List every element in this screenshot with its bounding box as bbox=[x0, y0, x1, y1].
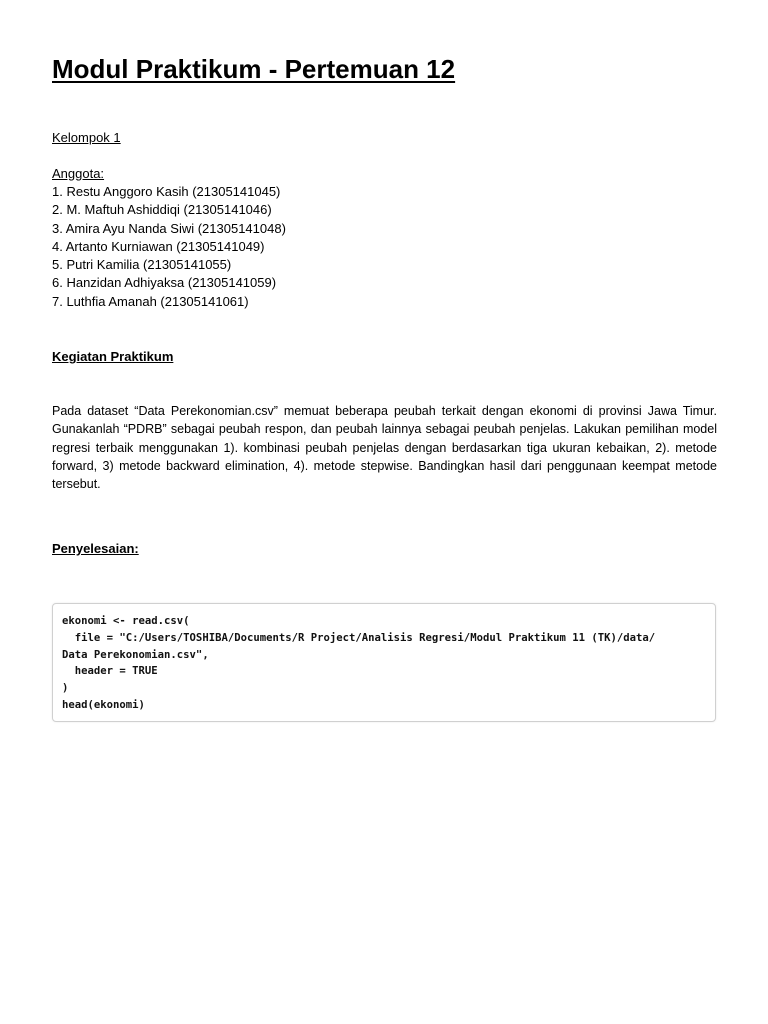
list-item: 5. Putri Kamilia (21305141055) bbox=[52, 257, 232, 273]
group-label: Kelompok 1 bbox=[52, 130, 121, 145]
list-item: 6. Hanzidan Adhiyaksa (21305141059) bbox=[52, 275, 277, 291]
member-list bbox=[52, 183, 286, 311]
code-block bbox=[52, 603, 716, 722]
list-item: 4. Artanto Kurniawan (21305141049) bbox=[52, 238, 265, 254]
code-text[interactable]: ekonomi <- read.csv( file = "C:/Users/TOSHIBA/Documents/R Project/Analisis Regresi/Modul Praktikum 11 (TK)/data/ Data Perekonomian.csv", header = TRUE ) head(ekonomi) bbox=[62, 615, 656, 711]
page-title: Modul Praktikum - Pertemuan 12 bbox=[52, 54, 456, 84]
activity-heading: Kegiatan Praktikum bbox=[52, 349, 174, 364]
list-item: 7. Luthfia Amanah (21305141061) bbox=[52, 293, 249, 309]
list-item: 1. Restu Anggoro Kasih (21305141045) bbox=[52, 184, 281, 199]
solution-heading: Penyelesaian: bbox=[52, 541, 139, 556]
list-item: 3. Amira Ayu Nanda Siwi (21305141048) bbox=[52, 220, 286, 236]
activity-paragraph: Pada dataset “Data Perekonomian.csv” memuat beberapa peubah terkait dengan ekonomi di provinsi Jawa Timur. Gunakanlah “PDRB” sebagai peubah respon, dan peubah lainnya sebagai peubah penjelas. Lakukan pemilihan model regresi terbaik menggunakan 1). kombinasi peubah penjelas dengan berdasarkan tiga ukuran kebaikan, 2). metode forward, 3) metode backward elimination, 4). metode stepwise. Bandingkan hasil dari penggunaan keempat metode tersebut. bbox=[52, 404, 717, 492]
list-item: 2. M. Maftuh Ashiddiqi (21305141046) bbox=[52, 202, 272, 218]
members-heading: Anggota: bbox=[52, 166, 105, 181]
